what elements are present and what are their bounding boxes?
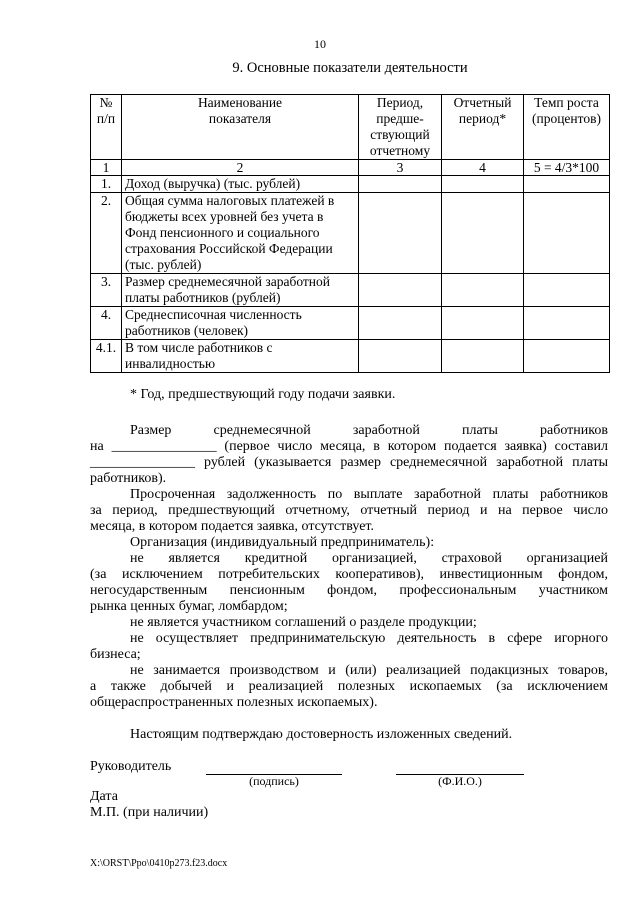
table-row bbox=[91, 274, 610, 307]
header-prev-period: Период, предше- ствующий отчетному bbox=[359, 95, 442, 160]
row-prev-value bbox=[359, 176, 442, 193]
row-name: Размер среднемесячной заработной платы работников (рублей) bbox=[122, 274, 359, 307]
word: среднемесячной bbox=[213, 423, 311, 438]
row-growth-value bbox=[524, 340, 610, 373]
row-prev-value bbox=[359, 307, 442, 340]
header-name: Наименование показателя bbox=[122, 95, 359, 160]
row-num: 4. bbox=[91, 307, 122, 340]
confirmation-text: Настоящим подтверждаю достоверность изложенных сведений. bbox=[130, 727, 513, 742]
word: работников bbox=[540, 423, 608, 438]
name-caption: (Ф.И.О.) bbox=[438, 774, 482, 788]
column-number: 1 bbox=[91, 160, 122, 176]
row-prev-value bbox=[359, 274, 442, 307]
column-number: 2 bbox=[122, 160, 359, 176]
salary-paragraph-line bbox=[130, 423, 608, 439]
organization-item-line: (за исключением потребительских кооперативов), инвестиционным фондом, bbox=[90, 567, 608, 582]
row-report-value bbox=[442, 307, 524, 340]
overdue-paragraph-line: Просроченная задолженность по выплате заработной платы работников bbox=[130, 487, 608, 502]
table-row bbox=[91, 193, 610, 274]
organization-item-line: не является кредитной организацией, страховой организацией bbox=[130, 551, 608, 566]
row-num: 2. bbox=[91, 193, 122, 274]
header-report-period: Отчетный период* bbox=[442, 95, 524, 160]
salary-paragraph-line: на _______________ (первое число месяца, в котором подается заявка) составил bbox=[90, 439, 608, 454]
table-row bbox=[91, 176, 610, 193]
page-number: 10 bbox=[314, 37, 326, 51]
row-name: Среднесписочная численность работников (человек) bbox=[122, 307, 359, 340]
salary-paragraph-line: работников). bbox=[90, 471, 167, 486]
row-name: Доход (выручка) (тыс. рублей) bbox=[122, 176, 359, 193]
signature-caption: (подпись) bbox=[249, 774, 299, 788]
signatory-role: Руководитель bbox=[90, 759, 172, 774]
row-report-value bbox=[442, 176, 524, 193]
section-title: 9. Основные показатели деятельности bbox=[232, 60, 468, 76]
stamp-label: М.П. (при наличии) bbox=[90, 805, 209, 820]
row-report-value bbox=[442, 274, 524, 307]
column-number: 3 bbox=[359, 160, 442, 176]
column-number: 5 = 4/3*100 bbox=[524, 160, 610, 176]
column-number: 4 bbox=[442, 160, 524, 176]
row-prev-value bbox=[359, 193, 442, 274]
row-growth-value bbox=[524, 193, 610, 274]
row-num: 1. bbox=[91, 176, 122, 193]
organization-item-line: не занимается производством и (или) реализацией подакцизных товаров, bbox=[130, 663, 608, 678]
organization-item-line: не является участником соглашений о разделе продукции; bbox=[130, 615, 477, 630]
word: заработной bbox=[352, 423, 420, 438]
row-num: 4.1. bbox=[91, 340, 122, 373]
organization-item-line: общераспространенных полезных ископаемых). bbox=[90, 695, 378, 710]
column-number-row bbox=[91, 160, 610, 176]
organization-item-line: не осуществляет предпринимательскую деятельность в сфере игорного bbox=[130, 631, 608, 646]
row-report-value bbox=[442, 340, 524, 373]
organization-item-line: а также добычей и реализацией полезных ископаемых (за исключением bbox=[90, 679, 608, 694]
organization-item-line: негосударственным пенсионным фондом, профессиональным участником bbox=[90, 583, 608, 598]
row-name: Общая сумма налоговых платежей в бюджеты всех уровней без учета в Фонд пенсионного и социального страхования Российской Федерации (тыс. рублей) bbox=[122, 193, 359, 274]
row-name: В том числе работников с инвалидностью bbox=[122, 340, 359, 373]
organization-item-line: бизнеса; bbox=[90, 647, 141, 662]
row-growth-value bbox=[524, 274, 610, 307]
word: Размер bbox=[130, 423, 172, 438]
row-growth-value bbox=[524, 176, 610, 193]
organization-intro: Организация (индивидуальный предприниматель): bbox=[130, 535, 435, 550]
header-num: № п/п bbox=[91, 95, 122, 160]
salary-paragraph-line: _______________ рублей (указывается размер среднемесячной заработной платы bbox=[90, 455, 608, 470]
overdue-paragraph-line: месяца, в котором подается заявка, отсутствует. bbox=[90, 519, 374, 534]
indicators-table bbox=[90, 94, 610, 373]
table-header-row bbox=[91, 95, 610, 160]
footnote: * Год, предшествующий году подачи заявки. bbox=[130, 387, 396, 402]
overdue-paragraph-line: за период, предшествующий отчетному, отчетный период и на первое число bbox=[90, 503, 608, 518]
row-num: 3. bbox=[91, 274, 122, 307]
table-row bbox=[91, 340, 610, 373]
date-label: Дата bbox=[90, 789, 118, 804]
row-report-value bbox=[442, 193, 524, 274]
word: платы bbox=[462, 423, 498, 438]
row-prev-value bbox=[359, 340, 442, 373]
organization-item-line: рынка ценных бумаг, ломбардом; bbox=[90, 599, 288, 614]
header-growth-rate: Темп роста (процентов) bbox=[524, 95, 610, 160]
file-path: X:\ORST\Ppo\0410p273.f23.docx bbox=[90, 858, 228, 869]
row-growth-value bbox=[524, 307, 610, 340]
table-row bbox=[91, 307, 610, 340]
